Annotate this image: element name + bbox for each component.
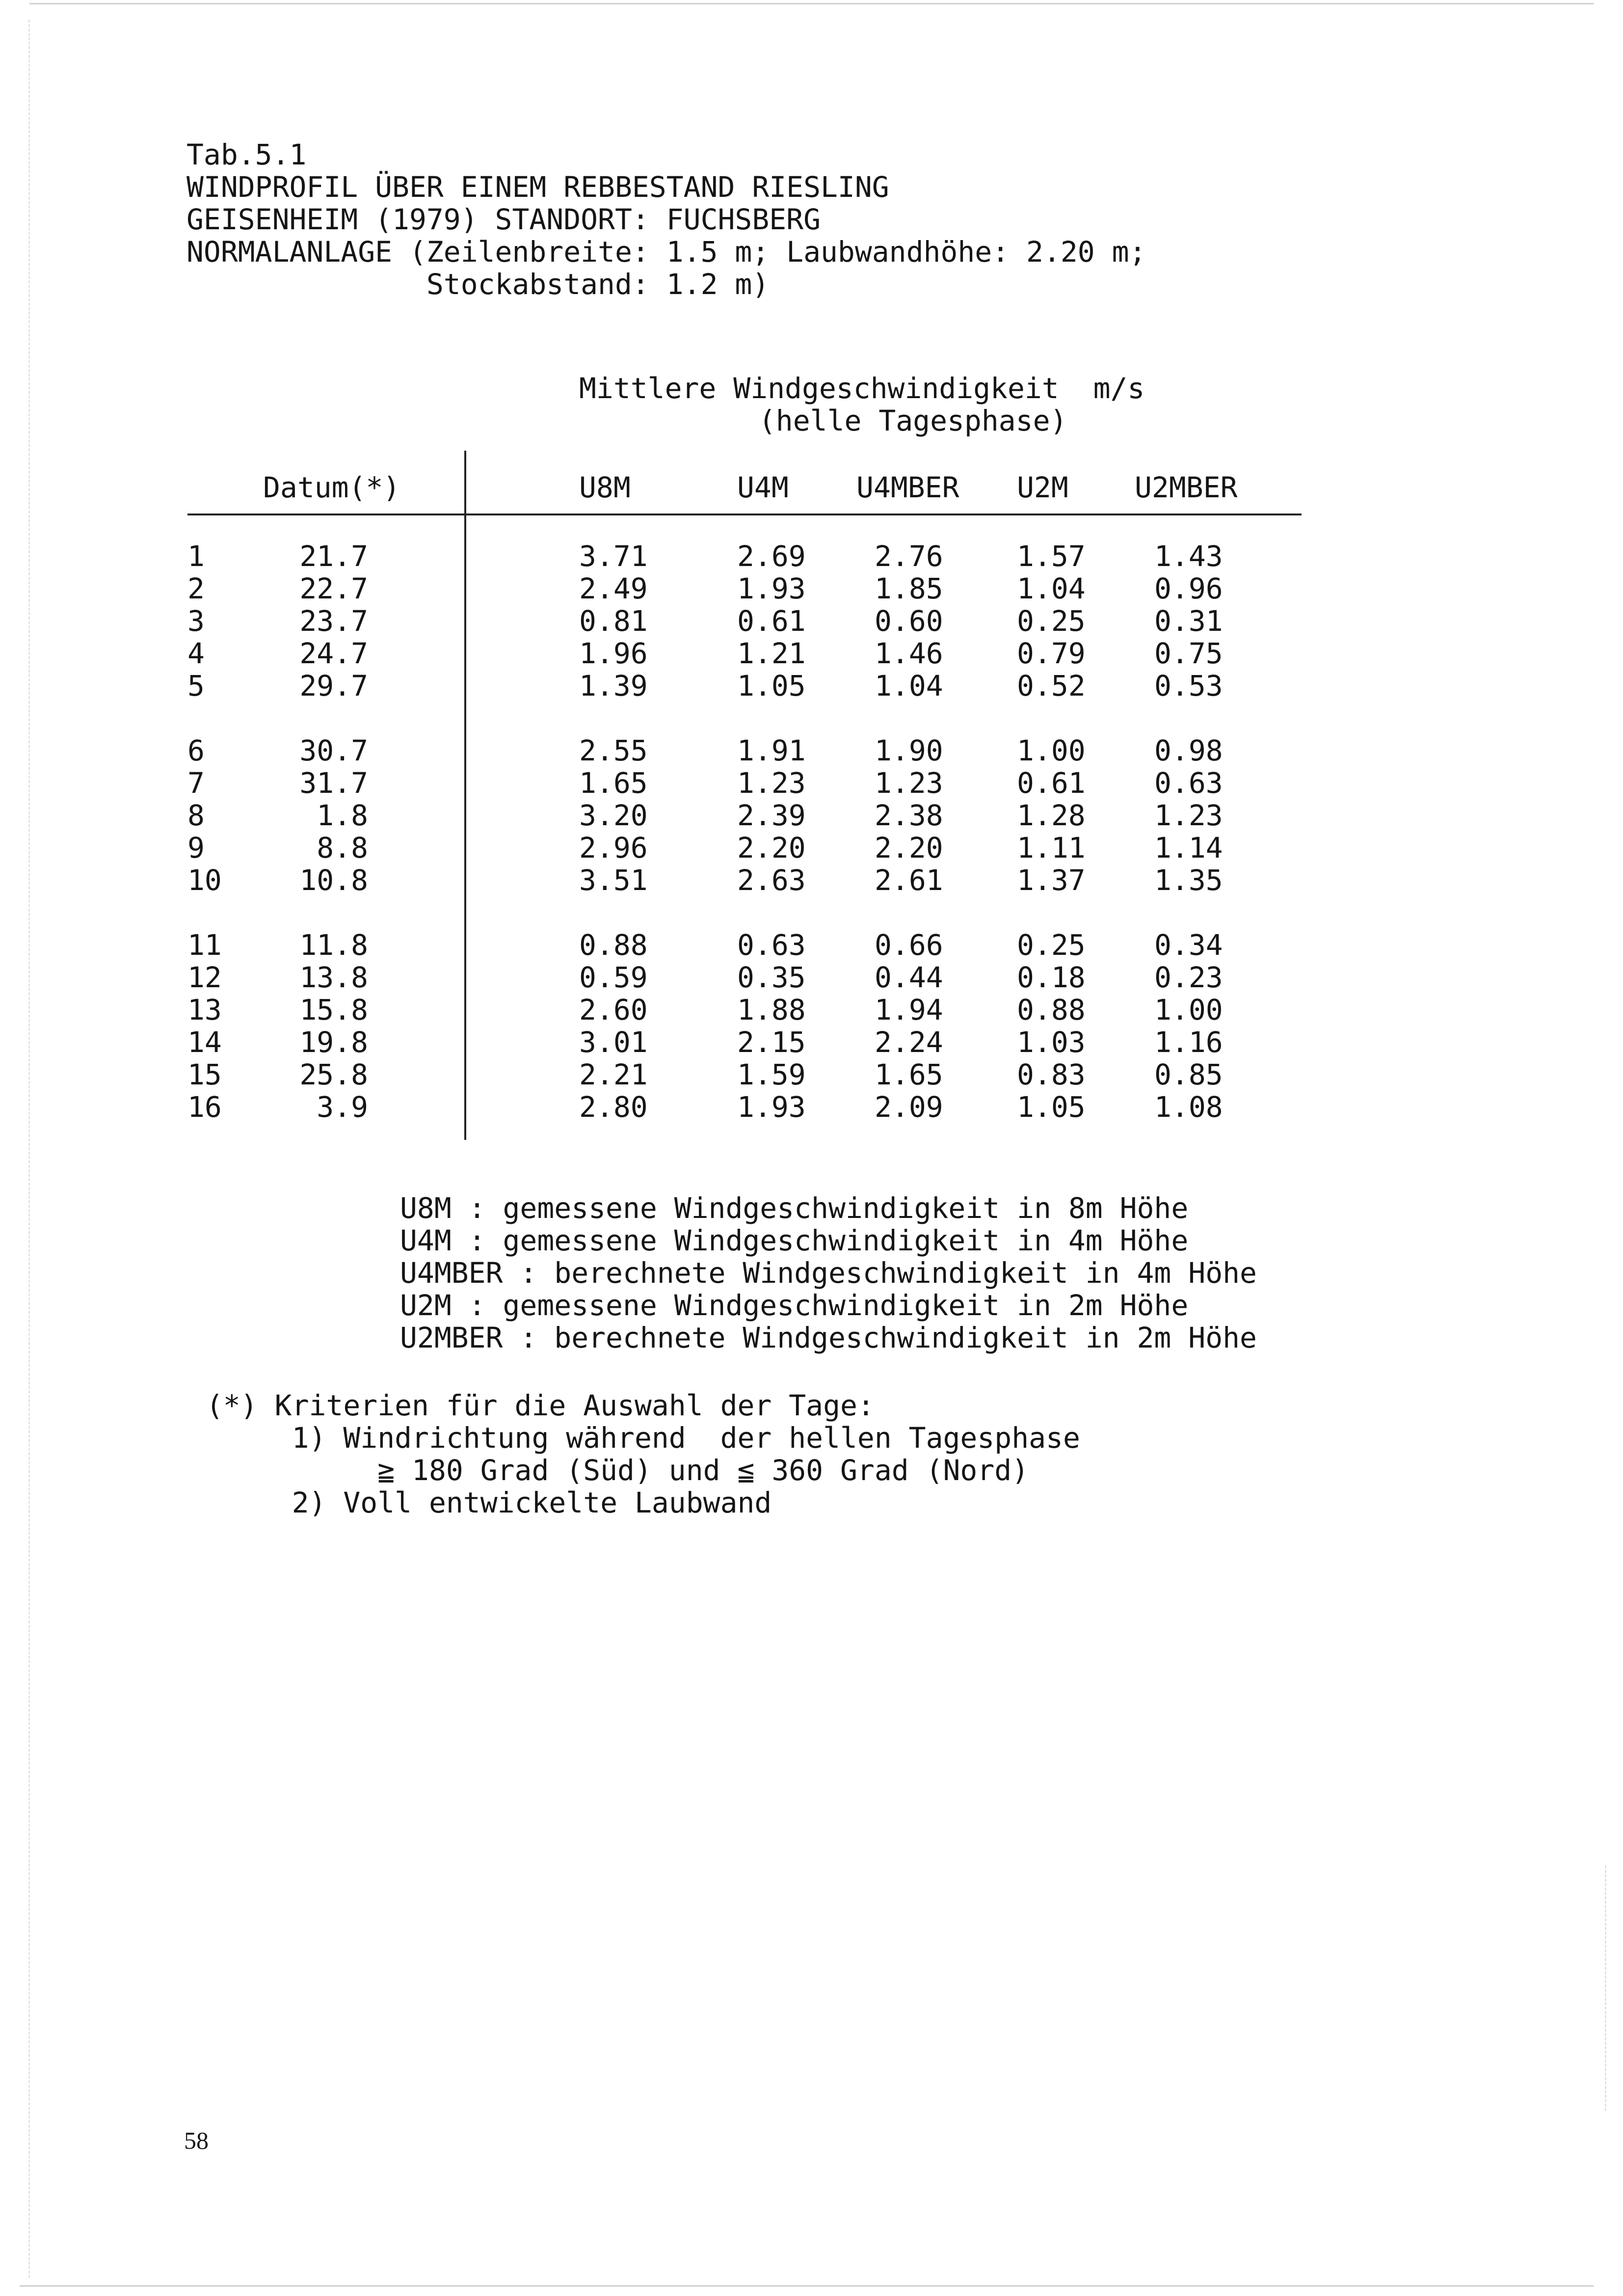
datum-cell: 31.7 <box>299 766 368 800</box>
row-index: 6 <box>187 734 205 767</box>
u2m-cell: 1.28 <box>1017 799 1086 832</box>
table-row <box>0 799 1472 832</box>
u4mber-cell: 0.66 <box>875 928 943 962</box>
u2m-cell: 0.18 <box>1017 961 1086 994</box>
caption-line: NORMALANLAGE (Zeilenbreite: 1.5 m; Laubwandhöhe: 2.20 m; <box>186 235 1146 269</box>
u8m-cell: 2.21 <box>579 1058 648 1091</box>
datum-cell: 8.8 <box>317 831 368 864</box>
datum-cell: 13.8 <box>299 961 368 994</box>
u4mber-cell: 1.85 <box>875 572 943 605</box>
datum-cell: 19.8 <box>299 1026 368 1059</box>
caption-line: Tab.5.1 <box>186 138 307 171</box>
scan-edge-bottom <box>20 2285 1594 2287</box>
u2mber-cell: 1.16 <box>1154 1026 1223 1059</box>
u2m-cell: 0.79 <box>1017 637 1086 670</box>
datum-cell: 29.7 <box>299 669 368 702</box>
u8m-cell: 0.81 <box>579 604 648 638</box>
table-row <box>0 1091 1472 1123</box>
row-index: 5 <box>187 669 205 702</box>
datum-cell: 23.7 <box>299 604 368 638</box>
caption-line: WINDPROFIL ÜBER EINEM REBBESTAND RIESLING <box>186 170 889 204</box>
row-index: 1 <box>187 540 205 573</box>
u2m-cell: 1.04 <box>1017 572 1086 605</box>
row-index: 11 <box>187 928 222 962</box>
datum-cell: 25.8 <box>299 1058 368 1091</box>
footnote-line: 2) Voll entwickelte Laubwand <box>206 1486 772 1519</box>
table-row <box>0 994 1472 1026</box>
footnote-line: (*) Kriterien für die Auswahl der Tage: <box>206 1389 875 1422</box>
footnote-line: ≧ 180 Grad (Süd) und ≦ 360 Grad (Nord) <box>206 1454 1029 1487</box>
u4mber-cell: 2.24 <box>875 1026 943 1059</box>
column-header-u8m: U8M <box>579 471 631 504</box>
legend-line: U8M : gemessene Windgeschwindigkeit in 8m Höhe <box>400 1191 1189 1225</box>
u4mber-cell: 1.46 <box>875 637 943 670</box>
u2mber-cell: 0.31 <box>1154 604 1223 638</box>
column-header-u4mber: U4MBER <box>856 471 959 504</box>
u4m-cell: 1.91 <box>737 734 806 767</box>
u8m-cell: 0.88 <box>579 928 648 962</box>
table-row <box>0 1026 1472 1058</box>
row-index: 2 <box>187 572 205 605</box>
u2m-cell: 1.00 <box>1017 734 1086 767</box>
u2m-cell: 0.88 <box>1017 993 1086 1026</box>
table-row <box>0 1058 1472 1091</box>
u4mber-cell: 0.60 <box>875 604 943 638</box>
scan-edge-left <box>28 20 30 2278</box>
u8m-cell: 2.96 <box>579 831 648 864</box>
u2mber-cell: 0.34 <box>1154 928 1223 962</box>
u2m-cell: 0.25 <box>1017 928 1086 962</box>
u4mber-cell: 2.61 <box>875 864 943 897</box>
legend-line: U4M : gemessene Windgeschwindigkeit in 4m Höhe <box>400 1224 1189 1257</box>
u8m-cell: 3.71 <box>579 540 648 573</box>
u2mber-cell: 1.23 <box>1154 799 1223 832</box>
u2mber-cell: 0.96 <box>1154 572 1223 605</box>
column-legend <box>400 1192 1257 1354</box>
u4m-cell: 2.69 <box>737 540 806 573</box>
u8m-cell: 2.60 <box>579 993 648 1026</box>
u8m-cell: 3.51 <box>579 864 648 897</box>
page-number: 58 <box>184 2127 209 2154</box>
subheading-line: (helle Tagesphase) <box>758 404 1067 437</box>
u8m-cell: 1.65 <box>579 766 648 800</box>
u4mber-cell: 1.65 <box>875 1058 943 1091</box>
u4m-cell: 2.63 <box>737 864 806 897</box>
u4mber-cell: 2.76 <box>875 540 943 573</box>
row-index: 13 <box>187 993 222 1026</box>
datum-cell: 30.7 <box>299 734 368 767</box>
u4m-cell: 1.05 <box>737 669 806 702</box>
column-header-u2m: U2M <box>1017 471 1068 504</box>
caption-line: GEISENHEIM (1979) STANDORT: FUCHSBERG <box>186 203 821 236</box>
table-horizontal-rule <box>187 513 1302 515</box>
datum-cell: 21.7 <box>299 540 368 573</box>
datum-cell: 22.7 <box>299 572 368 605</box>
u4m-cell: 0.63 <box>737 928 806 962</box>
u2mber-cell: 0.63 <box>1154 766 1223 800</box>
row-index: 8 <box>187 799 205 832</box>
u4m-cell: 1.93 <box>737 1090 806 1124</box>
u4mber-cell: 2.38 <box>875 799 943 832</box>
u4m-cell: 1.88 <box>737 993 806 1026</box>
legend-line: U4MBER : berechnete Windgeschwindigkeit in 4m Höhe <box>400 1256 1257 1290</box>
u2mber-cell: 1.08 <box>1154 1090 1223 1124</box>
table-row <box>0 832 1472 864</box>
table-row <box>0 605 1472 637</box>
u4m-cell: 0.35 <box>737 961 806 994</box>
column-header-u4m: U4M <box>737 471 789 504</box>
u2mber-cell: 1.14 <box>1154 831 1223 864</box>
table-row <box>0 670 1472 702</box>
legend-line: U2MBER : berechnete Windgeschwindigkeit in 2m Höhe <box>400 1321 1257 1354</box>
u8m-cell: 2.55 <box>579 734 648 767</box>
u4m-cell: 1.23 <box>737 766 806 800</box>
u2m-cell: 1.05 <box>1017 1090 1086 1124</box>
u4m-cell: 1.21 <box>737 637 806 670</box>
legend-line: U2M : gemessene Windgeschwindigkeit in 2m Höhe <box>400 1289 1189 1322</box>
u4m-cell: 1.93 <box>737 572 806 605</box>
column-header-datum: Datum(*) <box>263 471 400 504</box>
u4mber-cell: 0.44 <box>875 961 943 994</box>
u8m-cell: 3.20 <box>579 799 648 832</box>
row-index: 7 <box>187 766 205 800</box>
u8m-cell: 1.96 <box>579 637 648 670</box>
u4m-cell: 2.39 <box>737 799 806 832</box>
scan-edge-right <box>1605 1865 1606 2111</box>
scan-edge-top <box>29 3 1594 4</box>
table-subheading <box>579 372 1144 437</box>
table-row <box>0 540 1472 572</box>
u2mber-cell: 1.00 <box>1154 993 1223 1026</box>
u8m-cell: 2.49 <box>579 572 648 605</box>
u2m-cell: 1.11 <box>1017 831 1086 864</box>
table-row <box>0 767 1472 799</box>
table-row <box>0 572 1472 605</box>
row-index: 10 <box>187 864 222 897</box>
u2mber-cell: 0.98 <box>1154 734 1223 767</box>
u2mber-cell: 0.23 <box>1154 961 1223 994</box>
u4m-cell: 1.59 <box>737 1058 806 1091</box>
datum-cell: 1.8 <box>317 799 368 832</box>
selection-criteria-footnote <box>206 1389 1080 1519</box>
datum-cell: 11.8 <box>299 928 368 962</box>
footnote-line: 1) Windrichtung während der hellen Tagesphase <box>206 1421 1080 1455</box>
u2mber-cell: 1.35 <box>1154 864 1223 897</box>
u4mber-cell: 2.20 <box>875 831 943 864</box>
row-index: 14 <box>187 1026 222 1059</box>
u2mber-cell: 0.75 <box>1154 637 1223 670</box>
u2m-cell: 1.57 <box>1017 540 1086 573</box>
u4m-cell: 2.20 <box>737 831 806 864</box>
subheading-line: Mittlere Windgeschwindigkeit m/s <box>579 372 1145 405</box>
u4m-cell: 0.61 <box>737 604 806 638</box>
row-index: 16 <box>187 1090 222 1124</box>
datum-cell: 10.8 <box>299 864 368 897</box>
u4mber-cell: 1.90 <box>875 734 943 767</box>
u8m-cell: 0.59 <box>579 961 648 994</box>
caption-line: Stockabstand: 1.2 m) <box>186 268 770 301</box>
table-row <box>0 637 1472 670</box>
u4mber-cell: 2.09 <box>875 1090 943 1124</box>
row-index: 4 <box>187 637 205 670</box>
row-index: 12 <box>187 961 222 994</box>
u8m-cell: 1.39 <box>579 669 648 702</box>
u2m-cell: 0.83 <box>1017 1058 1086 1091</box>
table-row <box>0 929 1472 961</box>
u8m-cell: 2.80 <box>579 1090 648 1124</box>
table-caption <box>186 138 1146 300</box>
u2m-cell: 0.61 <box>1017 766 1086 800</box>
u2mber-cell: 0.85 <box>1154 1058 1223 1091</box>
table-row <box>0 961 1472 994</box>
u2mber-cell: 1.43 <box>1154 540 1223 573</box>
u2m-cell: 0.52 <box>1017 669 1086 702</box>
u8m-cell: 3.01 <box>579 1026 648 1059</box>
datum-cell: 3.9 <box>317 1090 368 1124</box>
row-index: 9 <box>187 831 205 864</box>
datum-cell: 15.8 <box>299 993 368 1026</box>
u4mber-cell: 1.23 <box>875 766 943 800</box>
u4m-cell: 2.15 <box>737 1026 806 1059</box>
u4mber-cell: 1.04 <box>875 669 943 702</box>
u2m-cell: 1.03 <box>1017 1026 1086 1059</box>
u2m-cell: 1.37 <box>1017 864 1086 897</box>
u4mber-cell: 1.94 <box>875 993 943 1026</box>
table-row <box>0 734 1472 767</box>
table-row <box>0 864 1472 896</box>
datum-cell: 24.7 <box>299 637 368 670</box>
row-index: 3 <box>187 604 205 638</box>
row-index: 15 <box>187 1058 222 1091</box>
column-header-u2mber: U2MBER <box>1135 471 1238 504</box>
u2m-cell: 0.25 <box>1017 604 1086 638</box>
u2mber-cell: 0.53 <box>1154 669 1223 702</box>
